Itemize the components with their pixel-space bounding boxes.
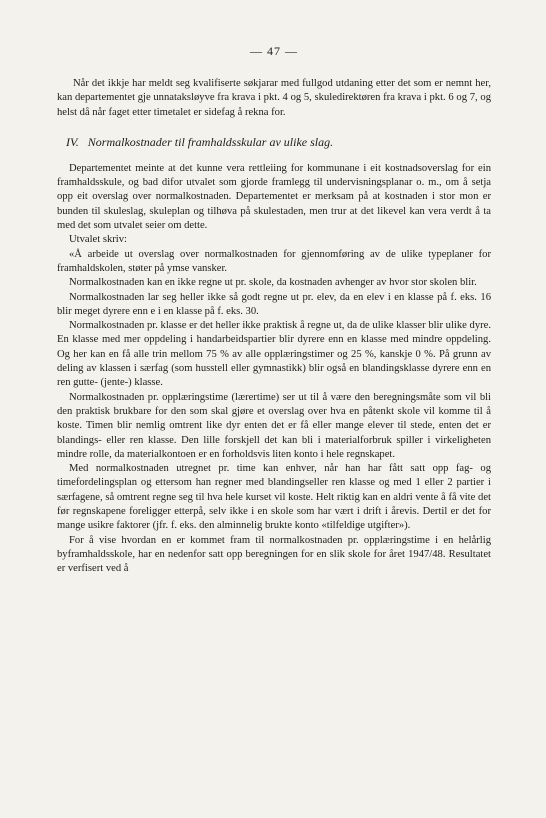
paragraph-example: For å vise hvordan en er kommet fram til normalkostnaden pr. opplæringstime i en helårlig byframhaldsskole, har en nedenfor satt opp beregningen for en slik skole for året 1947/48. Resultatet er verfisert ved å [57, 534, 491, 575]
section-numeral: IV. [66, 134, 79, 149]
paragraph-department: Departementet meinte at det kunne vera rettleiing for kommunane i eit kostnadsoverslag for ein framhaldsskule, og bad difor utvalet som gjorde framlegg til undervisningsplanar o. m., om å setja opp eit overslag over normalkostnaden. Departementet er merksam på at kostnaden i stor mon er bunden til skuleslag, skuleplan og tilhøva på skulestaden, men trur at det likevel kan vera verdt å ta med det som utvalet seier om dette. [57, 162, 491, 232]
paragraph-per-pupil: Normalkostnaden lar seg heller ikke så godt regne ut pr. elev, da en elev i en klasse på f. eks. 16 blir meget dyrere enn e i en klasse på f. eks. 30. [57, 291, 491, 317]
paragraph-utvalet-skriv: Utvalet skriv: [69, 234, 127, 246]
section-title: Normalkostnader til framhaldsskular av ulike slag. [87, 134, 334, 149]
paragraph-quote-intro: «Å arbeide ut overslag over normalkostnaden for gjennomføring av de ulike typeplaner for framhaldskolen, støter på ymse vansker. [57, 248, 491, 274]
paragraph-per-school: Normalkostnaden kan en ikke regne ut pr. skole, da kostnaden avhenger av hvor stor skolen blir. [69, 277, 477, 289]
intro-paragraph: Når det ikkje har meldt seg kvalifiserte søkjarar med fullgod utdaning etter det som er nemnt her, kan departementet gje unnataksløyve fra krava i pkt. 4 og 5, skuledirektøren fra krava i pkt. 6 og 7, og helst då når faget etter timetalet er sidefag å rekna for. [57, 78, 491, 118]
paragraph-per-class: Normalkostnaden pr. klasse er det heller ikke praktisk å regne ut, da de ulike klasser blir ulike dyre. En klasse med mer oppdeling i handarbeidspartier blir dyrere enn en klasse med mindre oppdeling. Og her kan en få alle trin mellom 75 % av alle opplæringstimer og 25 %, kanskje 0 %. På grunn av deling av klassen i særfag (som husstell eller gymnastikk) blir også en blandingsklasse dyrere enn en ren gutte- (jente-) klasse. [57, 320, 491, 389]
paragraph-calculation: Med normalkostnaden utregnet pr. time kan enhver, når han har fått satt opp fag- og timefordelingsplan og ettersom han regner med blandingseller ren klasse og med 1 eller 2 partier i særfagene, så omtrent regne seg til hva hele kurset vil koste. Helt riktig kan en aldri vente å få vite det før regnskapene foreligger etterpå, selv ikke i en skole som har vært i drift i årevis. Dertil er det for mange usikre faktorer (jfr. f. eks. den alminnelig brukte konto «tilfeldige utgifter»). [57, 463, 491, 532]
paragraph-per-lesson: Normalkostnaden pr. opplæringstime (lærertime) ser ut til å være den beregningsmåte som vil bli den praktisk brukbare for den som skal gjøre et overslag over hva en påtenkt skole vil komme til å koste. Timen blir nemlig omtrent like dyr enten det er få eller mange elever til stede, enten det er blandings- eller ren klasse. Den lille forskjell det kan bli i materialforbruk spiller i virkeligheten mindre rolle, da materialkontoen er en forholdsvis liten konto i hele regnskapet. [57, 391, 491, 460]
section-heading [66, 135, 491, 150]
page-number: — 47 — [250, 44, 298, 58]
